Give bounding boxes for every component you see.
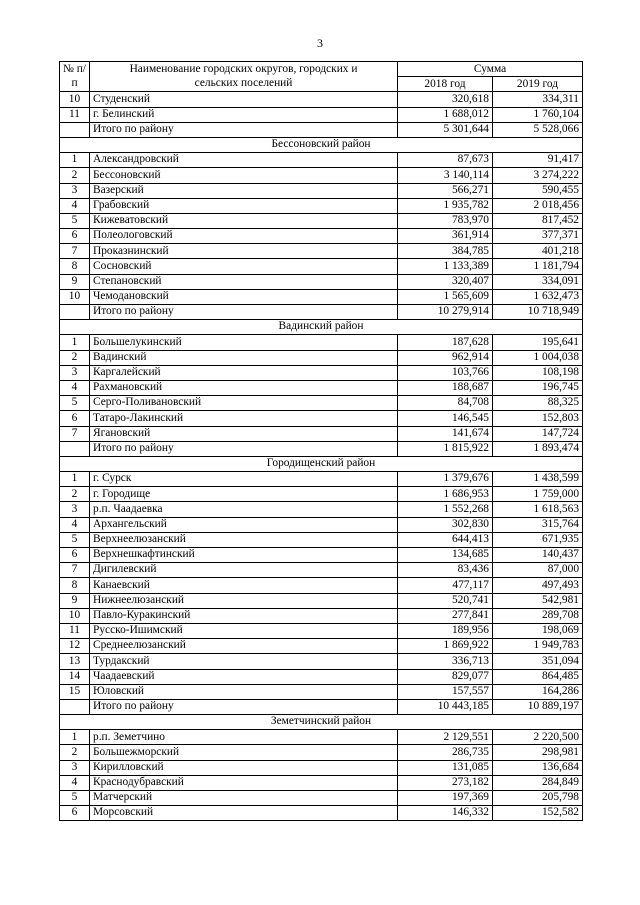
row-number: 11 — [60, 107, 90, 122]
row-number: 14 — [60, 669, 90, 684]
row-number: 1 — [60, 730, 90, 745]
settlement-name: г. Городище — [90, 487, 398, 502]
value-2018: 1 552,268 — [398, 502, 493, 517]
value-2018: 10 443,185 — [398, 699, 493, 714]
row-number: 10 — [60, 92, 90, 107]
section-title: Бессоновский район — [60, 137, 583, 152]
settlement-name: Кижеватовский — [90, 213, 398, 228]
table-row — [60, 396, 583, 411]
header-num: № п/п — [60, 62, 90, 92]
row-number: 10 — [60, 289, 90, 304]
row-number: 3 — [60, 760, 90, 775]
value-2019: 136,684 — [493, 760, 583, 775]
total-row — [60, 699, 583, 714]
table-header-row — [60, 62, 583, 77]
value-2018: 644,413 — [398, 532, 493, 547]
table-row — [60, 791, 583, 806]
settlement-name: Среднеелюзанский — [90, 639, 398, 654]
settlement-name: Павло-Куракинский — [90, 608, 398, 623]
settlement-name: Бессоновский — [90, 168, 398, 183]
value-2019: 87,000 — [493, 563, 583, 578]
value-2018: 277,841 — [398, 608, 493, 623]
value-2019: 3 274,222 — [493, 168, 583, 183]
table-row — [60, 669, 583, 684]
value-2019: 10 889,197 — [493, 699, 583, 714]
table-row — [60, 380, 583, 395]
value-2019: 198,069 — [493, 623, 583, 638]
settlement-name: Архангельский — [90, 517, 398, 532]
table-row — [60, 775, 583, 790]
section-header-row — [60, 320, 583, 335]
row-number: 11 — [60, 623, 90, 638]
row-number — [60, 122, 90, 137]
table-row — [60, 730, 583, 745]
settlement-name: Нижнеелюзанский — [90, 593, 398, 608]
row-number: 8 — [60, 578, 90, 593]
settlement-name: Каргалейский — [90, 365, 398, 380]
settlement-name: Вадинский — [90, 350, 398, 365]
section-header-row — [60, 715, 583, 730]
row-number: 7 — [60, 563, 90, 578]
row-number: 4 — [60, 517, 90, 532]
value-2019: 864,485 — [493, 669, 583, 684]
value-2019: 91,417 — [493, 153, 583, 168]
value-2018: 141,674 — [398, 426, 493, 441]
table-row — [60, 487, 583, 502]
settlement-name: Краснодубравский — [90, 775, 398, 790]
value-2018: 1 133,389 — [398, 259, 493, 274]
settlement-name: г. Белинский — [90, 107, 398, 122]
value-2018: 187,628 — [398, 335, 493, 350]
value-2018: 134,685 — [398, 548, 493, 563]
row-number: 2 — [60, 168, 90, 183]
row-number: 5 — [60, 396, 90, 411]
value-2019: 1 181,794 — [493, 259, 583, 274]
value-2018: 361,914 — [398, 229, 493, 244]
row-number — [60, 305, 90, 320]
value-2019: 196,745 — [493, 380, 583, 395]
value-2019: 377,371 — [493, 229, 583, 244]
value-2018: 384,785 — [398, 244, 493, 259]
value-2018: 962,914 — [398, 350, 493, 365]
settlement-name: Полеологовский — [90, 229, 398, 244]
table-body — [60, 92, 583, 821]
value-2018: 829,077 — [398, 669, 493, 684]
value-2018: 520,741 — [398, 593, 493, 608]
row-number: 1 — [60, 335, 90, 350]
value-2018: 1 688,012 — [398, 107, 493, 122]
settlement-name: Итого по району — [90, 305, 398, 320]
value-2019: 542,981 — [493, 593, 583, 608]
table-row — [60, 350, 583, 365]
value-2019: 147,724 — [493, 426, 583, 441]
settlement-name: Большежморский — [90, 745, 398, 760]
table-row — [60, 517, 583, 532]
settlement-name: Рахмановский — [90, 380, 398, 395]
value-2019: 590,455 — [493, 183, 583, 198]
value-2018: 188,687 — [398, 380, 493, 395]
value-2018: 783,970 — [398, 213, 493, 228]
header-year-2018: 2018 год — [398, 77, 493, 92]
budget-table — [59, 61, 583, 821]
row-number: 13 — [60, 654, 90, 669]
row-number: 2 — [60, 487, 90, 502]
value-2018: 336,713 — [398, 654, 493, 669]
table-row — [60, 426, 583, 441]
value-2018: 103,766 — [398, 365, 493, 380]
settlement-name: Сосновский — [90, 259, 398, 274]
table-row — [60, 411, 583, 426]
table-row — [60, 593, 583, 608]
table-row — [60, 623, 583, 638]
row-number: 3 — [60, 502, 90, 517]
settlement-name: Канаевский — [90, 578, 398, 593]
value-2019: 108,198 — [493, 365, 583, 380]
row-number: 3 — [60, 183, 90, 198]
value-2019: 1 949,783 — [493, 639, 583, 654]
table-row — [60, 168, 583, 183]
value-2018: 1 379,676 — [398, 472, 493, 487]
settlement-name: р.п. Земетчино — [90, 730, 398, 745]
value-2019: 351,094 — [493, 654, 583, 669]
value-2019: 497,493 — [493, 578, 583, 593]
settlement-name: г. Сурск — [90, 472, 398, 487]
value-2018: 87,673 — [398, 153, 493, 168]
settlement-name: Кирилловский — [90, 760, 398, 775]
settlement-name: Грабовский — [90, 198, 398, 213]
settlement-name: Верхнешкафтинский — [90, 548, 398, 563]
row-number: 4 — [60, 380, 90, 395]
settlement-name: Русско-Ишимский — [90, 623, 398, 638]
value-2018: 566,271 — [398, 183, 493, 198]
value-2019: 334,311 — [493, 92, 583, 107]
value-2018: 1 869,922 — [398, 639, 493, 654]
value-2019: 1 438,599 — [493, 472, 583, 487]
table-row — [60, 472, 583, 487]
value-2018: 10 279,914 — [398, 305, 493, 320]
section-title: Городищенский район — [60, 456, 583, 471]
table-row — [60, 335, 583, 350]
row-number: 10 — [60, 608, 90, 623]
settlement-name: Итого по району — [90, 441, 398, 456]
row-number — [60, 699, 90, 714]
value-2018: 146,545 — [398, 411, 493, 426]
header-year-2019: 2019 год — [493, 77, 583, 92]
value-2019: 401,218 — [493, 244, 583, 259]
row-number: 3 — [60, 365, 90, 380]
table-row — [60, 639, 583, 654]
value-2019: 1 004,038 — [493, 350, 583, 365]
total-row — [60, 305, 583, 320]
value-2018: 1 815,922 — [398, 441, 493, 456]
settlement-name: Большелукинский — [90, 335, 398, 350]
value-2019: 1 893,474 — [493, 441, 583, 456]
value-2019: 195,641 — [493, 335, 583, 350]
value-2018: 157,557 — [398, 684, 493, 699]
value-2019: 284,849 — [493, 775, 583, 790]
row-number: 6 — [60, 548, 90, 563]
table-row — [60, 259, 583, 274]
total-row — [60, 122, 583, 137]
table-row — [60, 532, 583, 547]
value-2018: 1 686,953 — [398, 487, 493, 502]
table-row — [60, 365, 583, 380]
table-row — [60, 563, 583, 578]
settlement-name: Александровский — [90, 153, 398, 168]
header-name: Наименование городских округов, городских и сельских поселений — [90, 62, 398, 92]
section-title: Вадинский район — [60, 320, 583, 335]
settlement-name: р.п. Чаадаевка — [90, 502, 398, 517]
settlement-name: Степановский — [90, 274, 398, 289]
row-number: 15 — [60, 684, 90, 699]
row-number: 5 — [60, 791, 90, 806]
table-row — [60, 153, 583, 168]
table-row — [60, 244, 583, 259]
value-2019: 817,452 — [493, 213, 583, 228]
row-number: 4 — [60, 198, 90, 213]
table-row — [60, 229, 583, 244]
row-number: 1 — [60, 153, 90, 168]
settlement-name: Серго-Поливановский — [90, 396, 398, 411]
settlement-name: Итого по району — [90, 699, 398, 714]
table-row — [60, 198, 583, 213]
table-row — [60, 274, 583, 289]
value-2018: 197,369 — [398, 791, 493, 806]
value-2019: 205,798 — [493, 791, 583, 806]
settlement-name: Матчерский — [90, 791, 398, 806]
settlement-name: Чаадаевский — [90, 669, 398, 684]
value-2019: 289,708 — [493, 608, 583, 623]
row-number: 5 — [60, 213, 90, 228]
value-2018: 5 301,644 — [398, 122, 493, 137]
settlement-name: Юловский — [90, 684, 398, 699]
value-2019: 1 632,473 — [493, 289, 583, 304]
value-2019: 2 220,500 — [493, 730, 583, 745]
value-2018: 286,735 — [398, 745, 493, 760]
total-row — [60, 441, 583, 456]
row-number: 7 — [60, 426, 90, 441]
row-number: 9 — [60, 593, 90, 608]
settlement-name: Вазерский — [90, 183, 398, 198]
table-row — [60, 578, 583, 593]
row-number: 2 — [60, 350, 90, 365]
value-2019: 334,091 — [493, 274, 583, 289]
value-2018: 320,407 — [398, 274, 493, 289]
row-number: 4 — [60, 775, 90, 790]
table-row — [60, 684, 583, 699]
section-header-row — [60, 456, 583, 471]
table-row — [60, 107, 583, 122]
value-2019: 315,764 — [493, 517, 583, 532]
value-2019: 1 618,563 — [493, 502, 583, 517]
value-2019: 152,803 — [493, 411, 583, 426]
value-2019: 5 528,066 — [493, 122, 583, 137]
table-row — [60, 502, 583, 517]
row-number: 9 — [60, 274, 90, 289]
header-sum: Сумма — [398, 62, 583, 77]
value-2018: 131,085 — [398, 760, 493, 775]
value-2018: 1 565,609 — [398, 289, 493, 304]
table-row — [60, 289, 583, 304]
row-number — [60, 441, 90, 456]
section-header-row — [60, 137, 583, 152]
row-number: 2 — [60, 745, 90, 760]
value-2019: 152,582 — [493, 806, 583, 821]
settlement-name: Дигилевский — [90, 563, 398, 578]
value-2018: 320,618 — [398, 92, 493, 107]
table-row — [60, 183, 583, 198]
settlement-name: Проказнинский — [90, 244, 398, 259]
value-2019: 88,325 — [493, 396, 583, 411]
value-2019: 140,437 — [493, 548, 583, 563]
value-2018: 1 935,782 — [398, 198, 493, 213]
value-2018: 2 129,551 — [398, 730, 493, 745]
row-number: 6 — [60, 411, 90, 426]
value-2018: 189,956 — [398, 623, 493, 638]
value-2019: 1 759,000 — [493, 487, 583, 502]
table-row — [60, 760, 583, 775]
value-2019: 164,286 — [493, 684, 583, 699]
value-2018: 83,436 — [398, 563, 493, 578]
settlement-name: Морсовский — [90, 806, 398, 821]
table-row — [60, 806, 583, 821]
value-2019: 10 718,949 — [493, 305, 583, 320]
value-2019: 298,981 — [493, 745, 583, 760]
value-2019: 671,935 — [493, 532, 583, 547]
section-title: Земетчинский район — [60, 715, 583, 730]
value-2018: 477,117 — [398, 578, 493, 593]
table-row — [60, 213, 583, 228]
row-number: 12 — [60, 639, 90, 654]
row-number: 8 — [60, 259, 90, 274]
row-number: 1 — [60, 472, 90, 487]
value-2018: 146,332 — [398, 806, 493, 821]
row-number: 6 — [60, 229, 90, 244]
value-2019: 2 018,456 — [493, 198, 583, 213]
settlement-name: Турдакский — [90, 654, 398, 669]
value-2018: 273,182 — [398, 775, 493, 790]
row-number: 7 — [60, 244, 90, 259]
value-2018: 84,708 — [398, 396, 493, 411]
table-row — [60, 548, 583, 563]
settlement-name: Ягановский — [90, 426, 398, 441]
page-number: 3 — [317, 36, 323, 50]
settlement-name: Татаро-Лакинский — [90, 411, 398, 426]
table-row — [60, 608, 583, 623]
value-2018: 3 140,114 — [398, 168, 493, 183]
table-row — [60, 92, 583, 107]
settlement-name: Студенский — [90, 92, 398, 107]
row-number: 5 — [60, 532, 90, 547]
value-2019: 1 760,104 — [493, 107, 583, 122]
value-2018: 302,830 — [398, 517, 493, 532]
row-number: 6 — [60, 806, 90, 821]
table-row — [60, 745, 583, 760]
settlement-name: Итого по району — [90, 122, 398, 137]
table-row — [60, 654, 583, 669]
settlement-name: Верхнеелюзанский — [90, 532, 398, 547]
settlement-name: Чемодановский — [90, 289, 398, 304]
